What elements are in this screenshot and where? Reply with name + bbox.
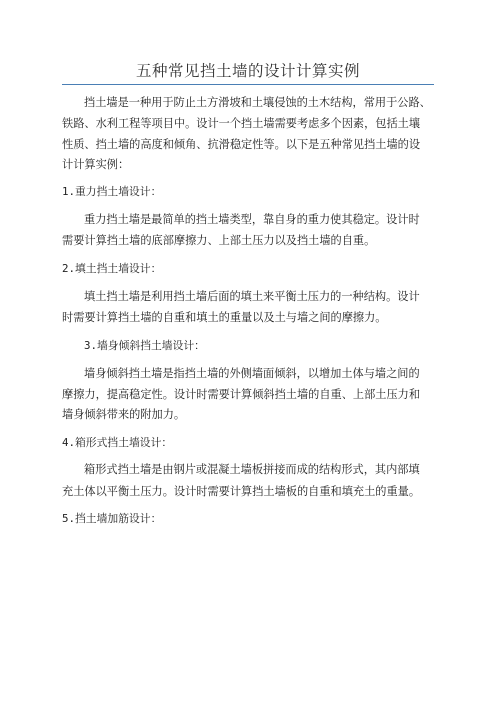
section-line: 时需要计算挡土墙的自重和填土的重量以及土与墙之间的摩擦力。 bbox=[62, 311, 387, 324]
section-line: 需要计算挡土墙的底部摩擦力、上部土压力以及挡土墙的自重。 bbox=[62, 234, 376, 247]
section-line: 墙身倾斜挡土墙是指挡土墙的外侧墙面倾斜，以增加土体与墙之间的 bbox=[84, 367, 420, 380]
section-line: 重力挡土墙是最简单的挡土墙类型，靠自身的重力使其稳定。设计时 bbox=[84, 213, 420, 226]
section-heading: 3.墙身倾斜挡土墙设计： bbox=[84, 339, 205, 352]
title-underline bbox=[62, 84, 434, 85]
section-line: 摩擦力，提高稳定性。设计时需要计算倾斜挡土墙的自重、上部土压力和 bbox=[62, 388, 421, 401]
section-heading: 4.箱形式挡土墙设计： bbox=[62, 436, 173, 449]
section-line: 墙身倾斜带来的附加力。 bbox=[62, 408, 186, 421]
intro-line: 性质、挡土墙的高度和倾角、抗滑稳定性等。以下是五种常见挡土墙的设 bbox=[62, 138, 421, 151]
intro-line: 挡土墙是一种用于防止土方滑坡和土壤侵蚀的土木结构，常用于公路、 bbox=[84, 96, 431, 109]
document-title: 五种常见挡土墙的设计计算实例 bbox=[135, 62, 360, 80]
section-heading: 1.重力挡土墙设计： bbox=[62, 185, 162, 198]
intro-line: 计计算实例： bbox=[62, 158, 130, 171]
section-heading: 2.填土挡土墙设计： bbox=[62, 262, 162, 275]
section-line: 充土体以平衡土压力。设计时需要计算挡土墙板的自重和填充土的重量。 bbox=[62, 485, 421, 498]
intro-line: 铁路、水利工程等项目中。设计一个挡土墙需要考虑多个因素，包括土壤 bbox=[62, 117, 421, 130]
section-line: 填土挡土墙是利用挡土墙后面的填土来平衡土压力的一种结构。设计 bbox=[84, 290, 420, 303]
section-line: 箱形式挡土墙是由钢片或混凝土墙板拼接而成的结构形式，其内部填 bbox=[84, 463, 420, 476]
section-heading: 5.挡土墙加筋设计： bbox=[62, 512, 162, 525]
